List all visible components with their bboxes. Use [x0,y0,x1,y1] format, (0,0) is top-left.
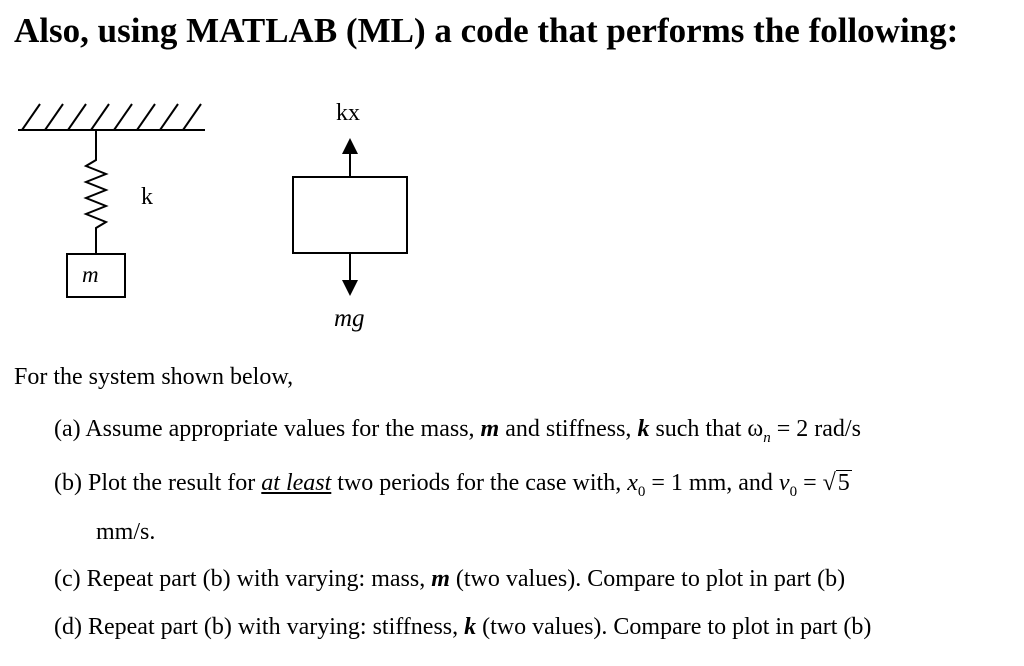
item-b-mid: two periods for the case with, [331,470,628,496]
mass-label: m [82,262,99,287]
item-a-text: (a) Assume appropriate values for the mass, [54,416,481,442]
sqrt-symbol: √ [822,470,836,496]
item-b-x-sub: 0 [637,483,646,500]
item-b-continued: mm/s. [96,519,156,545]
item-b-text: (b) Plot the result for [54,470,262,496]
item-c [54,566,845,593]
item-c-suffix: (two values). Compare to plot in part (b) [449,566,846,592]
item-a [54,416,861,447]
item-a-k: k [637,416,650,442]
fbd-box [293,177,407,253]
item-b-underline: at least [261,470,332,496]
item-a-mid: and stiffness, [499,416,638,442]
item-a-omega: such that ω [649,416,764,442]
item-d-text: (d) Repeat part (b) with varying: stiffness, [54,614,465,640]
sqrt-5 [823,470,852,497]
item-c-text: (c) Repeat part (b) with varying: mass, [54,566,432,592]
force-up-arrowhead [342,138,358,154]
intro-text: For the system shown below, [14,364,294,390]
item-a-suffix: = 2 rad/s [770,416,861,442]
item-a-m: m [480,416,500,442]
item-c-m: m [431,566,450,592]
ceiling-hatching [22,104,201,130]
item-d [54,614,871,641]
item-b-x: x [627,470,638,496]
item-a-sub: n [763,429,771,446]
item-d-k: k [464,614,477,640]
force-down-label: mg [334,305,365,332]
item-b-v: v [778,470,790,496]
spring [86,130,106,254]
sqrt-radicand: 5 [837,470,850,496]
item-b [54,470,852,501]
spring-label: k [141,184,153,210]
force-down-arrowhead [342,280,358,296]
item-b-v-sub: 0 [789,483,798,500]
item-d-suffix: (two values). Compare to plot in part (b) [476,614,872,640]
item-b-mid3: = [797,470,823,496]
heading: Also, using MATLAB (ML) a code that performs the following: [14,11,959,50]
item-b-mid2: = 1 mm, and [645,470,779,496]
force-up-label: kx [336,100,360,126]
